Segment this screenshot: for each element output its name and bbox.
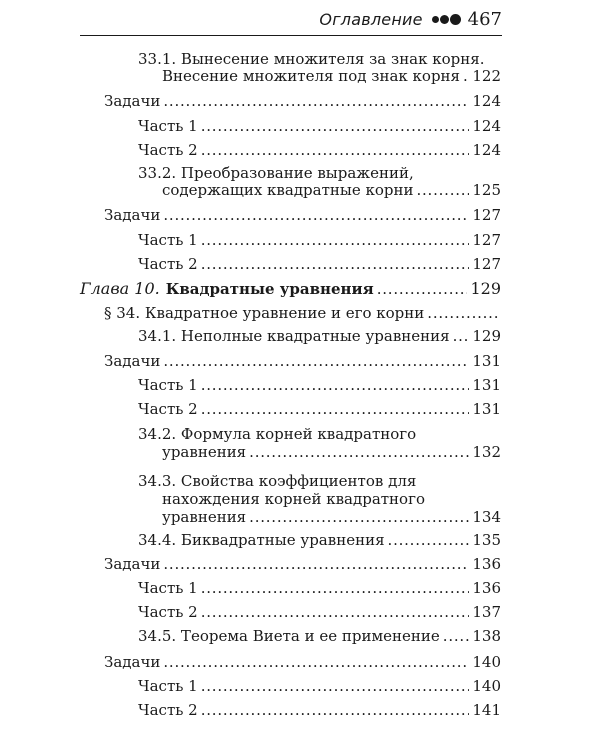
toc-entry: [104, 91, 501, 111]
toc-page-number: 137: [472, 603, 501, 621]
toc-entry: [104, 351, 501, 371]
toc-entry-text: 33.2. Преобразование выражений,: [138, 164, 414, 182]
dot-leader: [201, 399, 470, 419]
toc-page-number: 124: [472, 141, 501, 159]
toc-entry: [138, 700, 501, 720]
toc-entry: [138, 578, 501, 598]
toc-page-number: 129: [472, 327, 501, 345]
toc-entry: [162, 442, 501, 462]
toc-entry: [138, 399, 501, 419]
dot-leader: [249, 507, 469, 527]
toc-entry-text: Часть 1: [138, 376, 198, 394]
dot-leader: [416, 180, 469, 200]
dot-leader: [201, 140, 470, 160]
toc-entry-text: 34.2. Формула корней квадратного: [138, 425, 417, 443]
toc-page-number: 134: [472, 508, 501, 526]
toc-entry-text: Задачи: [104, 92, 161, 110]
toc-entry-text: Задачи: [104, 352, 161, 370]
header-dots-ornament: [431, 14, 461, 25]
toc-entry-text: 34.1. Неполные квадратные уравнения: [138, 327, 450, 345]
toc-page-number: 127: [472, 231, 501, 249]
toc-page-number: 124: [472, 117, 501, 135]
toc-entry: [138, 626, 501, 646]
toc-entry-text: уравнения: [162, 508, 247, 526]
toc-entry-text: уравнения: [162, 443, 247, 461]
toc-entry-text: нахождения корней квадратного: [162, 490, 425, 508]
toc-page-number: 125: [472, 181, 501, 199]
toc-page-number: 136: [472, 579, 501, 597]
toc-entry: [138, 230, 501, 250]
toc-entry: [104, 652, 501, 672]
dot-leader: [201, 116, 470, 136]
toc-entry: [138, 676, 501, 696]
toc-entry: [104, 205, 501, 225]
toc-entry-text: Часть 2: [138, 141, 198, 159]
toc-entry-text: Задачи: [104, 206, 161, 224]
toc-section-text: § 34. Квадратное уравнение и его корни: [104, 304, 425, 322]
dot-leader: [201, 602, 470, 622]
header-section-title: Оглавление: [319, 9, 423, 29]
dot-leader: [163, 91, 469, 111]
dot-leader: [163, 652, 469, 672]
toc-entry-text: 34.4. Биквадратные уравнения: [138, 531, 385, 549]
dot-leader: [201, 230, 470, 250]
toc-entry: [138, 375, 501, 395]
chapter-number: Глава 10.: [80, 279, 160, 298]
toc-page-number: 127: [472, 255, 501, 273]
dot-leader: [427, 303, 498, 323]
header-page-number: 467: [467, 8, 502, 30]
toc-entry: [162, 507, 501, 527]
dot-leader: [388, 530, 470, 550]
dot-leader: [201, 676, 470, 696]
dot-leader: [201, 700, 470, 720]
toc-entry-text: Внесение множителя под знак корня: [162, 67, 461, 85]
toc-entry-text: Часть 2: [138, 255, 198, 273]
toc-entry: [104, 303, 501, 323]
toc-entry-text: Часть 2: [138, 400, 198, 418]
dot-leader: [163, 205, 469, 225]
toc-entry-text: 33.1. Вынесение множителя за знак корня.: [138, 50, 485, 68]
header-rule: [80, 35, 502, 36]
toc-entry-text: содержащих квадратные корни: [162, 181, 414, 199]
toc-entry: [138, 530, 501, 550]
toc-entry: [162, 66, 501, 86]
toc-entry-text: Часть 1: [138, 231, 198, 249]
dot-leader: [163, 351, 469, 371]
toc-page-number: 135: [472, 531, 501, 549]
toc-page-number: 131: [472, 376, 501, 394]
dot-leader: [201, 254, 470, 274]
chapter-title: Квадратные уравнения: [165, 280, 374, 298]
toc-entry: [104, 554, 501, 574]
toc-page-number: 129: [470, 279, 501, 298]
toc-chapter-entry: [80, 279, 501, 299]
toc-page-number: 141: [472, 701, 501, 719]
toc-entry-text: Задачи: [104, 653, 161, 671]
toc-page-number: 140: [472, 677, 501, 695]
dot-leader: [443, 626, 470, 646]
toc-entry-text: 34.3. Свойства коэффициентов для: [138, 472, 417, 490]
dot-leader: [163, 554, 469, 574]
toc-page-number: 136: [472, 555, 501, 573]
toc-entry-text: Задачи: [104, 555, 161, 573]
toc-entry-text: 34.5. Теорема Виета и ее применение: [138, 627, 440, 645]
toc-entry-text: Часть 2: [138, 603, 198, 621]
toc-entry-text: Часть 1: [138, 579, 198, 597]
toc-entry-text: Часть 2: [138, 701, 198, 719]
toc-page-number: 140: [472, 653, 501, 671]
running-header: [80, 6, 502, 32]
dot-leader: [377, 279, 468, 299]
toc-entry: [138, 326, 501, 346]
toc-page-number: 138: [472, 627, 501, 645]
dot-leader: [463, 66, 469, 86]
toc-entry: [138, 140, 501, 160]
toc-page-number: 124: [472, 92, 501, 110]
toc-page-number: 131: [472, 400, 501, 418]
dot-leader: [249, 442, 469, 462]
dot-leader: [453, 326, 470, 346]
toc-entry: [162, 180, 501, 200]
toc-page-number: 127: [472, 206, 501, 224]
toc-page-number: 131: [472, 352, 501, 370]
dot-leader: [201, 375, 470, 395]
toc-page-number: 132: [472, 443, 501, 461]
toc-page-number: 122: [472, 67, 501, 85]
toc-entry-text: Часть 1: [138, 677, 198, 695]
toc-entry: [138, 602, 501, 622]
toc-entry: [138, 116, 501, 136]
dot-leader: [201, 578, 470, 598]
toc-entry: [138, 254, 501, 274]
toc-entry-text: Часть 1: [138, 117, 198, 135]
